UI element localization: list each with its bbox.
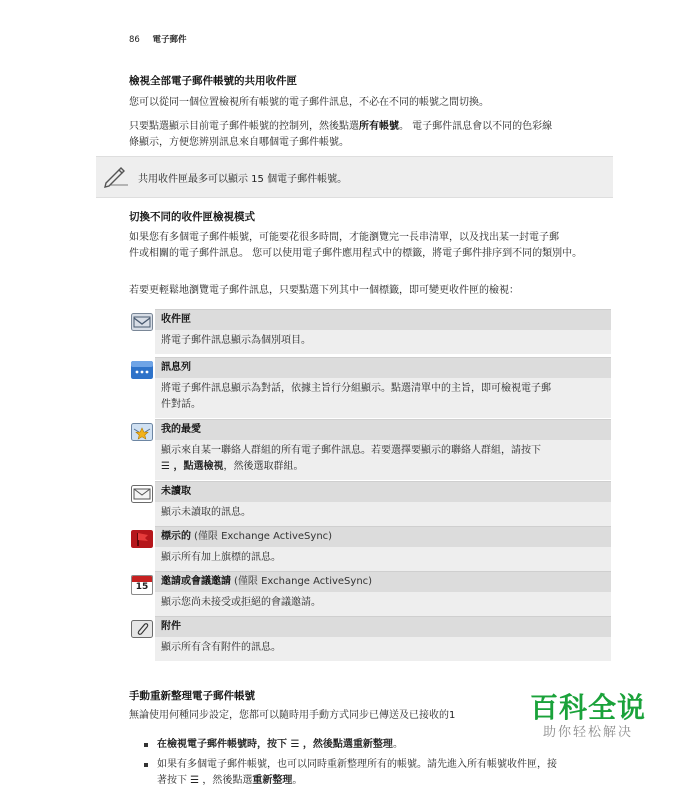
row-body [155,616,611,661]
threads-icon [131,361,153,379]
table-row [129,481,611,526]
tab-title-attachments [155,616,611,637]
pencil-icon [102,163,128,189]
tab-title-inbox [155,309,611,330]
paragraph-shared-inbox-howto [129,119,619,151]
text-run: 顯示來自某一聯絡人群組的所有電子郵件訊息。若要選擇要顯示的聯絡人群組，請按下 [161,445,541,456]
page-header [129,33,187,45]
row-body [155,571,611,616]
text-run: 附件 [161,621,181,632]
chapter-title: 電子郵件 [152,35,187,45]
section-heading-switch-views: 切換不同的收件匣檢視模式 [129,211,255,223]
bold-refresh: 重新整理 [252,775,293,786]
row-body [155,357,611,419]
paragraph-switch-views [129,230,619,262]
text-run: 件對話。 [161,399,201,410]
calendar-icon-day: 15 [135,582,149,592]
tab-title-invites [155,571,611,592]
text-run: 將電子郵件訊息顯示為對話，依據主旨行分組顯示。點選清單中的主旨，即可檢視電子郵 [161,383,551,394]
text-run: (僅限 Exchange ActiveSync) [194,531,333,542]
flag-icon [131,530,153,548]
paragraph-tap-tab: 若要更輕鬆地瀏覽電子郵件訊息，只要點選下列其中一個標籤，即可變更收件匣的檢視： [129,285,519,296]
page-number: 86 [129,35,140,45]
list-item [129,757,619,789]
tab-title-favorites [155,419,611,440]
tab-desc-unread: 顯示未讀取的訊息。 [155,502,611,526]
tab-desc-flagged: 顯示所有加上旗標的訊息。 [155,547,611,571]
row-icon-cell [129,616,155,661]
bold-view: 檢視 [203,461,224,472]
table-row [129,571,611,616]
paragraph-shared-inbox-intro: 您可以從同一個位置檢視所有帳號的電子郵件訊息，不必在不同的帳號之間切換。 [129,97,489,108]
tab-title-threads [155,357,611,378]
tab-desc-invites: 顯示您尚未接受或拒絕的會議邀請。 [155,592,611,616]
bold-all-accounts: 所有帳號 [359,121,399,132]
row-icon-cell [129,357,155,419]
text-run: 只要點選顯示目前電子郵件帳號的控制列，然後點選 [129,121,359,132]
calendar-icon [131,575,153,595]
row-body [155,481,611,526]
unread-icon [131,485,153,503]
section-heading-shared-inbox: 檢視全部電子郵件帳號的共用收件匣 [129,75,297,87]
tab-title-unread [155,481,611,502]
text-run: 邀請或會議邀請 [161,576,231,587]
note-text: 共用收件匣最多可以顯示 15 個電子郵件帳號。 [138,174,348,185]
text-run: 條顯示，方便您辨別訊息來自哪個電子郵件帳號。 [129,137,349,148]
table-row [129,616,611,661]
row-icon-cell [129,419,155,481]
row-body [155,526,611,571]
section-heading-manual-refresh: 手動重新整理電子郵件帳號 [129,690,255,702]
inbox-tabs-table [129,309,611,661]
table-row [129,419,611,481]
tab-desc-threads [155,378,611,418]
text-run: 標示的 [161,531,191,542]
text-run: 。 [292,775,303,786]
text-run: 在檢視電子郵件帳號時，按下 ☰ ，然後點選 [157,739,353,750]
text-run: 。 [392,739,403,750]
table-row [129,309,611,357]
text-run: ，然後選取群組。 [223,461,304,472]
note-box [96,156,613,198]
table-row [129,526,611,571]
row-icon-cell [129,526,155,571]
paragraph-manual-refresh: 無論使用何種同步設定，您都可以隨時用手動方式同步已傳送及已接收的1 [129,710,456,721]
watermark [518,692,658,742]
tab-desc-inbox: 將電子郵件訊息顯示為個別項目。 [155,330,611,354]
row-body [155,309,611,357]
text-run: (僅限 Exchange ActiveSync) [234,576,373,587]
tab-title-flagged [155,526,611,547]
row-icon-cell [129,481,155,526]
text-run: 著按下 ☰ ，然後點選 [157,775,253,786]
text-run: 訊息列 [161,362,191,373]
row-icon-cell [129,571,155,616]
text-run: 如果有多個電子郵件帳號，也可以同時重新整理所有的帳號。請先進入所有帳號收件匣，接 [157,759,557,770]
row-body [155,419,611,481]
inbox-icon [131,313,153,331]
text-run: 收件匣 [161,314,191,325]
row-icon-cell [129,309,155,357]
paperclip-icon [131,620,153,638]
text-run: ☰ ，點選 [161,461,204,472]
text-run: 未讀取 [161,486,191,497]
tab-desc-favorites [155,440,611,480]
table-row [129,357,611,419]
tab-desc-attachments: 顯示所有含有附件的訊息。 [155,637,611,661]
text-run: 如果您有多個電子郵件帳號，可能要花很多時間，才能瀏覽完一長串清單，以及找出某一封電子郵 [129,232,559,243]
text-run: 件或相關的電子郵件訊息。 您可以使用電子郵件應用程式中的標籤，將電子郵件排序到不同的類別中。 [129,248,583,259]
text-run: 我的最愛 [161,424,201,435]
watermark-title: 百科全说 [529,691,646,724]
text-run: 。 電子郵件訊息會以不同的色彩線 [399,121,553,132]
refresh-steps-list [129,737,619,793]
watermark-subtitle: 助你轻松解决 [542,725,633,740]
favorites-icon [131,423,153,441]
bold-refresh: 重新整理 [352,739,393,750]
